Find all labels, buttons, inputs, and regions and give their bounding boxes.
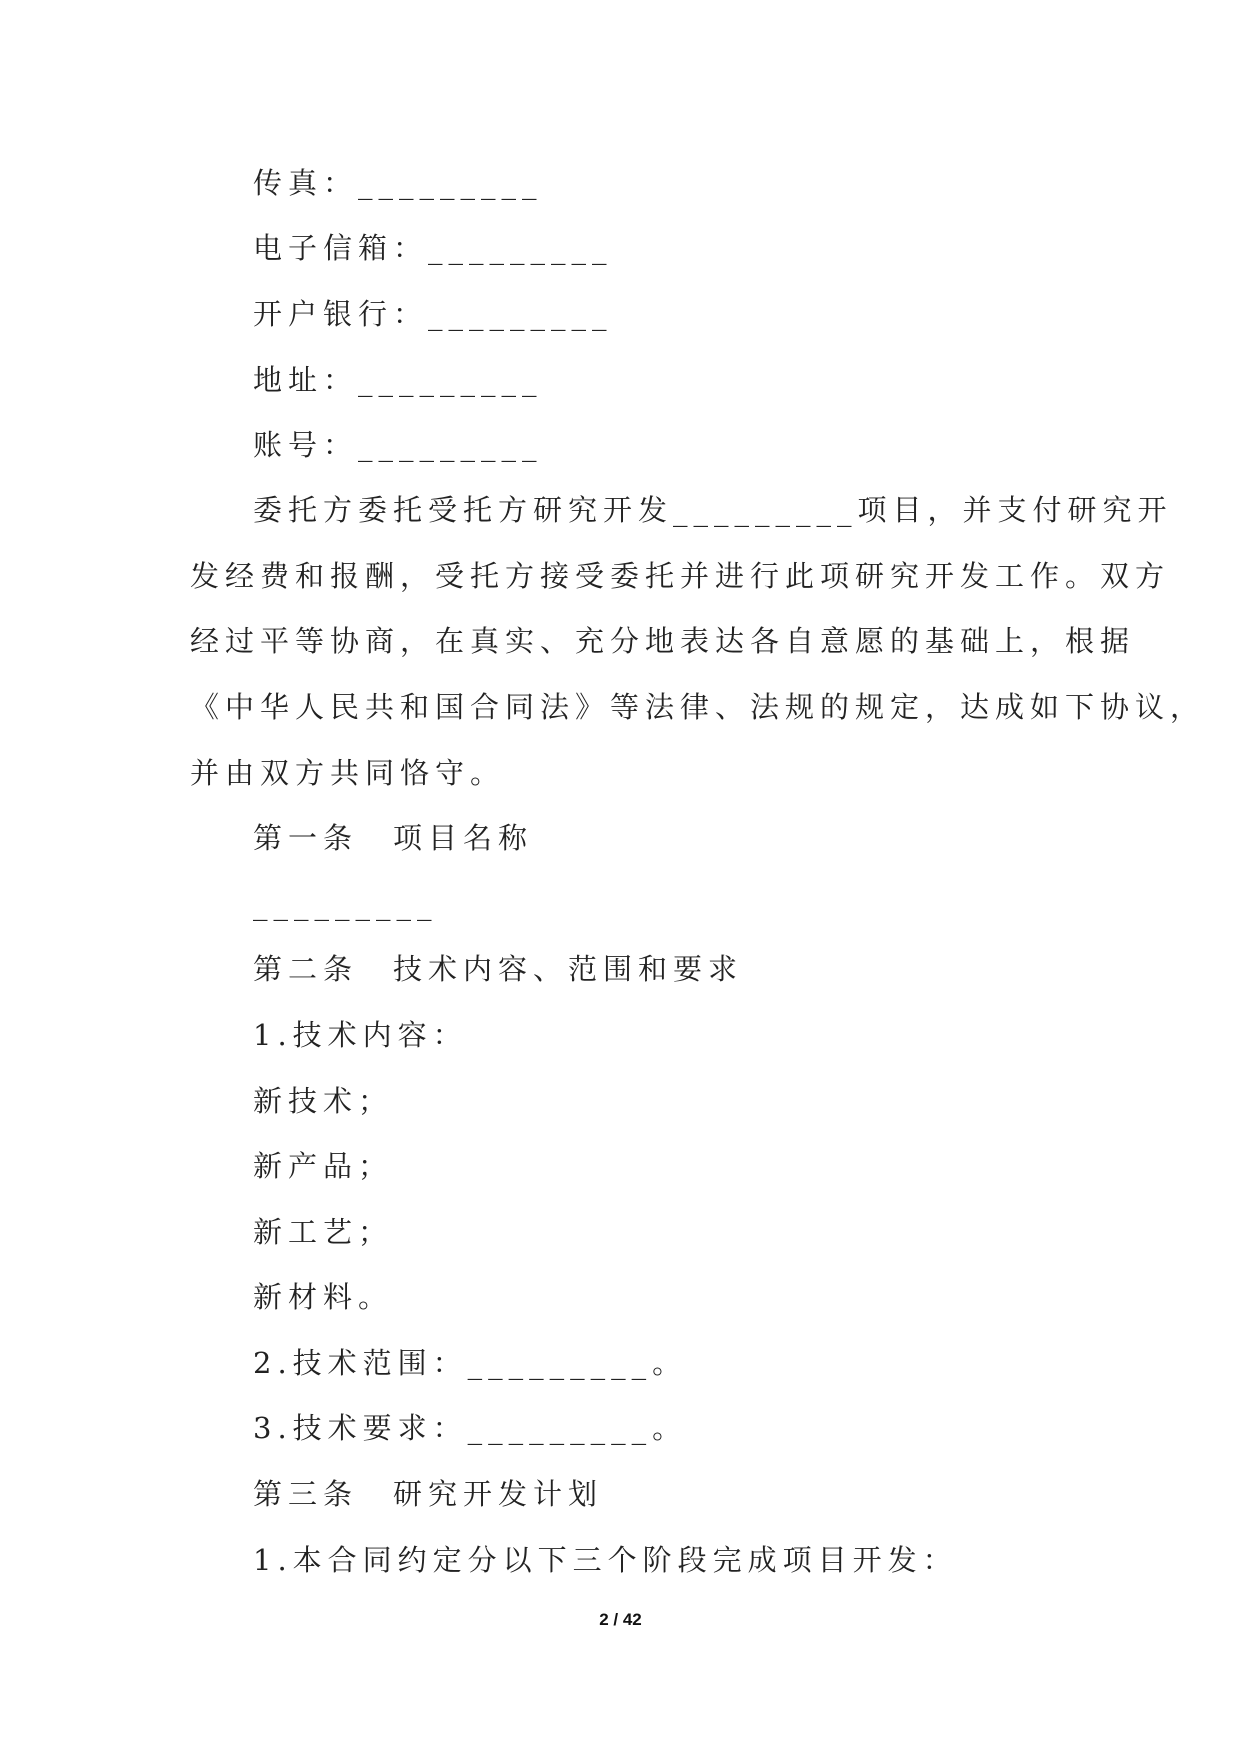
paragraph-line-2: 发经费和报酬，受托方接受委托并进行此项研究开发工作。双方: [190, 559, 1171, 593]
article-3-heading: 第三条 研究开发计划: [253, 1477, 604, 1511]
list-item: 新材料。: [253, 1280, 394, 1314]
page-number: 2 / 42: [599, 1610, 642, 1629]
article-2-heading: 第二条 技术内容、范围和要求: [253, 952, 744, 986]
list-item: 新产品；: [253, 1149, 394, 1183]
fax-line: 传真：_________: [253, 166, 543, 200]
paragraph-line-5: 并由双方共同恪守。: [190, 756, 506, 790]
list-item: 新工艺；: [253, 1215, 394, 1249]
tech-requirement-line: 3.技术要求：_________。: [253, 1411, 688, 1445]
paragraph-line-4: 《中华人民共和国合同法》等法律、法规的规定，达成如下协议，: [190, 690, 1206, 724]
bank-line: 开户银行：_________: [253, 297, 613, 331]
project-name-blank: _________: [253, 887, 438, 921]
plan-line-1: 1.本合同约定分以下三个阶段完成项目开发：: [253, 1543, 958, 1577]
paragraph-line-1: 委托方委托受托方研究开发_________项目，并支付研究开: [253, 493, 1173, 527]
email-line: 电子信箱：_________: [253, 231, 613, 265]
article-1-heading: 第一条 项目名称: [253, 821, 534, 855]
tech-scope-line: 2.技术范围：_________。: [253, 1346, 688, 1380]
list-item: 新技术；: [253, 1084, 394, 1118]
tech-content-label: 1.技术内容：: [253, 1018, 468, 1052]
address-line: 地址：_________: [253, 363, 543, 397]
paragraph-line-3: 经过平等协商，在真实、充分地表达各自意愿的基础上，根据: [190, 624, 1136, 658]
account-line: 账号：_________: [253, 428, 543, 462]
